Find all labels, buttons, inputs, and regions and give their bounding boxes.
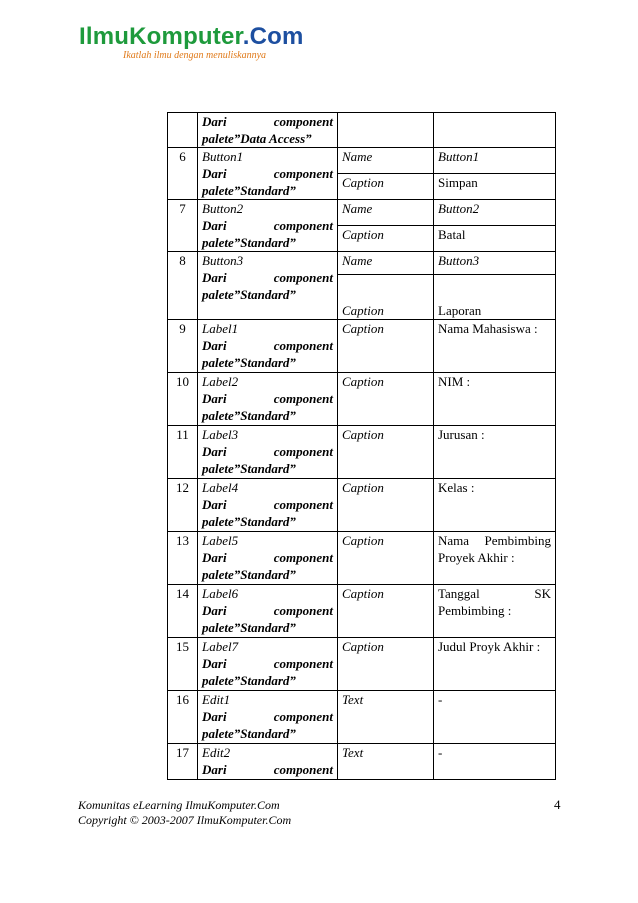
from-line [202,549,333,566]
logo-title-part1: IlmuKomputer [79,23,243,50]
from-palette: palete”Standard” [202,461,296,476]
row-number-cell: 9 [168,320,198,373]
from-word: Dari [202,391,227,406]
component-cell [198,252,338,320]
from-word: Dari [202,497,227,512]
from-line [202,165,333,182]
property-cell: Caption [338,320,434,373]
table-row [168,638,556,691]
table-row [168,691,556,744]
component-name: Label5 [202,533,239,548]
value-cell: Nama Mahasiswa : [434,320,556,373]
logo-title-part2: .Com [242,23,304,50]
table-row [168,200,556,226]
site-logo [79,24,304,61]
from-palette: palete”Standard” [202,183,296,198]
property-cell: Text [338,744,434,780]
from-word: Dari [202,114,227,129]
component-cell [198,113,338,148]
component-cell [198,200,338,252]
row-number-cell: 10 [168,373,198,426]
value-cell: Nama Pembimbing Proyek Akhir : [434,532,556,585]
table-row [168,373,556,426]
component-name: Edit1 [202,692,231,707]
from-word: Dari [202,338,227,353]
logo-title [79,24,304,50]
from-line [202,655,333,672]
from-word: Dari [202,166,227,181]
logo-tagline: Ikatlah ilmu dengan menuliskannya [123,50,267,61]
property-cell: Caption [338,585,434,638]
value-cell: Simpan [434,174,556,200]
from-palette: palete”Data Access” [202,131,312,146]
property-cell [338,113,434,148]
property-cell: Caption [338,226,434,252]
from-component-word: component [273,391,333,406]
from-line [202,217,333,234]
from-palette: palete”Standard” [202,355,296,370]
table-row [168,426,556,479]
from-word: Dari [202,762,227,777]
property-cell: Caption [338,479,434,532]
from-component-word: component [273,550,333,565]
property-cell: Text [338,691,434,744]
component-name: Label2 [202,374,239,389]
property-cell: Caption [338,532,434,585]
component-name: Label4 [202,480,239,495]
component-cell [198,148,338,200]
from-line [202,390,333,407]
value-cell: Button2 [434,200,556,226]
component-cell [198,320,338,373]
component-cell [198,373,338,426]
value-cell: Button3 [434,252,556,275]
from-line [202,337,333,354]
from-line [202,443,333,460]
component-name: Label7 [202,639,239,654]
from-line [202,496,333,513]
table-row-continued [168,113,556,148]
value-cell: Kelas : [434,479,556,532]
footer [78,798,291,828]
footer-line-1: Komunitas eLearning IlmuKomputer.Com [78,798,280,812]
property-cell: Caption [338,638,434,691]
property-cell: Caption [338,174,434,200]
row-number-cell: 7 [168,200,198,252]
table-row [168,744,556,780]
component-cell [198,479,338,532]
from-line [202,761,333,778]
table-row [168,252,556,275]
page-number: 4 [554,797,561,812]
value-cell: Laporan [434,275,556,320]
component-table [167,112,556,780]
row-number-cell: 6 [168,148,198,200]
component-name: Label1 [202,321,239,336]
from-component-word: component [273,218,333,233]
row-number-cell: 17 [168,744,198,780]
from-palette: palete”Standard” [202,673,296,688]
component-cell [198,532,338,585]
table-row [168,148,556,174]
component-table-body [168,113,556,780]
component-cell [198,426,338,479]
property-cell: Caption [338,373,434,426]
from-word: Dari [202,270,227,285]
from-word: Dari [202,709,227,724]
value-cell: Button1 [434,148,556,174]
from-word: Dari [202,550,227,565]
from-word: Dari [202,444,227,459]
from-word: Dari [202,603,227,618]
component-name: Label3 [202,427,239,442]
value-cell: - [434,744,556,780]
from-line [202,708,333,725]
from-component-word: component [273,656,333,671]
from-line [202,602,333,619]
from-component-word: component [273,603,333,618]
from-word: Dari [202,218,227,233]
value-cell: Jurusan : [434,426,556,479]
from-palette: palete”Standard” [202,514,296,529]
row-number-cell: 13 [168,532,198,585]
property-cell: Name [338,200,434,226]
value-cell [434,113,556,148]
from-palette: palete”Standard” [202,287,296,302]
from-component-word: component [273,166,333,181]
row-number-cell: 16 [168,691,198,744]
component-name: Label6 [202,586,239,601]
value-cell: NIM : [434,373,556,426]
from-component-word: component [273,114,333,129]
table-row [168,320,556,373]
component-cell [198,638,338,691]
from-palette: palete”Standard” [202,567,296,582]
property-cell: Caption [338,426,434,479]
from-component-word: component [273,762,333,777]
from-component-word: component [273,270,333,285]
component-name: Button1 [202,149,244,164]
from-component-word: component [273,444,333,459]
from-palette: palete”Standard” [202,235,296,250]
from-component-word: component [273,709,333,724]
property-cell: Caption [338,275,434,320]
component-name: Edit2 [202,745,231,760]
table-row [168,532,556,585]
from-palette: palete”Standard” [202,726,296,741]
row-number-cell: 11 [168,426,198,479]
row-number-cell: 12 [168,479,198,532]
value-cell: Batal [434,226,556,252]
table-row [168,585,556,638]
from-component-word: component [273,338,333,353]
from-word: Dari [202,656,227,671]
component-name: Button2 [202,201,244,216]
property-cell: Name [338,252,434,275]
property-cell: Name [338,148,434,174]
from-line [202,113,333,130]
value-cell: Judul Proyk Akhir : [434,638,556,691]
from-component-word: component [273,497,333,512]
from-line [202,269,333,286]
row-number-cell: 8 [168,252,198,320]
value-cell: Tanggal SK Pembimbing : [434,585,556,638]
footer-line-2: Copyright © 2003-2007 IlmuKomputer.Com [78,813,292,827]
component-cell [198,744,338,780]
from-palette: palete”Standard” [202,620,296,635]
row-number-cell [168,113,198,148]
from-palette: palete”Standard” [202,408,296,423]
component-cell [198,691,338,744]
component-name: Button3 [202,253,244,268]
value-cell: - [434,691,556,744]
row-number-cell: 14 [168,585,198,638]
component-cell [198,585,338,638]
row-number-cell: 15 [168,638,198,691]
table-row [168,479,556,532]
